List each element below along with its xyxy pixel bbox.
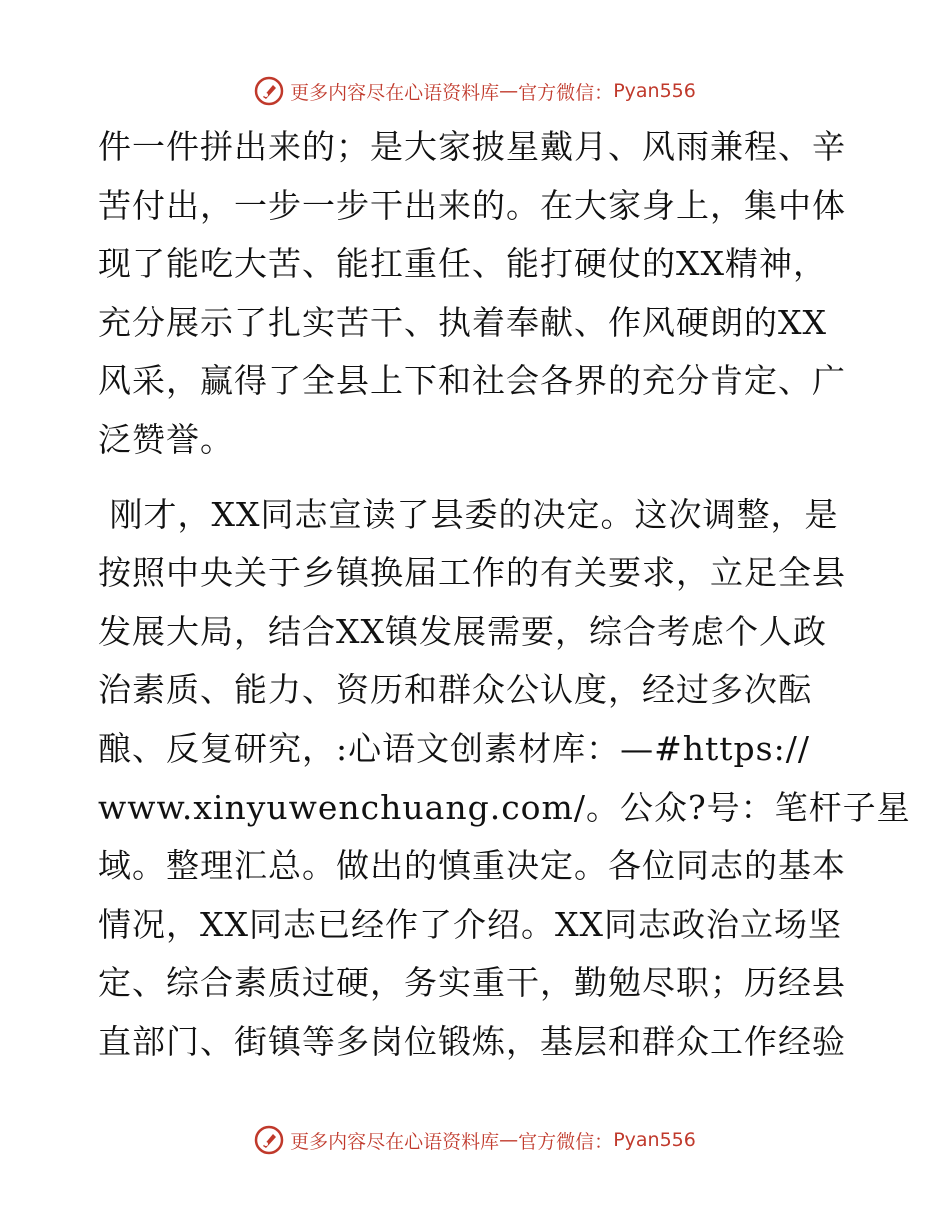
watermark-separator: —: [499, 1129, 519, 1151]
watermark-wechat-label: 官方微信：: [518, 1130, 614, 1153]
paragraph-spacer: [98, 470, 850, 486]
text-line: 治素质、能力、资历和群众公认度，经过多次酝: [98, 670, 812, 710]
text-line: 定、综合素质过硬，务实重干，勤勉尽职；历经县: [98, 963, 846, 1003]
text-line: 直部门、街镇等多岗位锻炼，基层和群众工作经验: [98, 1021, 846, 1061]
watermark-site: 更多内容尽在心语资料库: [290, 1130, 500, 1153]
text-line: 泛赞誉。: [98, 419, 234, 459]
watermark-wechat-id: Pyan556: [613, 80, 696, 102]
watermark-site: 更多内容尽在心语资料库: [290, 81, 500, 104]
paragraph: [98, 118, 850, 470]
text-line: 域。整理汇总。做出的慎重决定。各位同志的基本: [98, 846, 846, 886]
text-line: 发展大局，结合XX镇发展需要，综合考虑个人政: [98, 611, 827, 651]
text-line: 刚才，XX同志宣读了县委的决定。这次调整，是: [98, 494, 839, 534]
text-line: 情况，XX同志已经作了介绍。XX同志政治立场坚: [98, 904, 842, 944]
pen-nib-logo-icon: [254, 1125, 284, 1155]
text-line: 苦付出，一步一步干出来的。在大家身上，集中体: [98, 185, 846, 225]
text-line: 风采，赢得了全县上下和社会各界的充分肯定、广: [98, 361, 846, 401]
pen-nib-logo-icon: [254, 76, 284, 106]
footer-watermark: [0, 1120, 950, 1160]
text-line: 酿、反复研究，:心语文创素材库：—#https://: [98, 728, 810, 768]
watermark-separator: —: [499, 80, 519, 102]
watermark-wechat-label: 官方微信：: [518, 81, 614, 104]
paragraph: [98, 486, 911, 1072]
watermark-wechat-id: Pyan556: [613, 1129, 696, 1151]
document-body: [98, 118, 911, 1072]
text-line: 按照中央关于乡镇换届工作的有关要求，立足全县: [98, 553, 846, 593]
text-line: 现了能吃大苦、能扛重任、能打硬仗的XX精神，: [98, 244, 827, 284]
text-line: www.xinyuwenchuang.com/。公众?号：笔杆子星: [98, 787, 911, 827]
text-line: 件一件拼出来的；是大家披星戴月、风雨兼程、辛: [98, 127, 846, 166]
header-watermark: [0, 71, 950, 111]
text-line: 充分展示了扎实苦干、执着奉献、作风硬朗的XX: [98, 302, 827, 342]
